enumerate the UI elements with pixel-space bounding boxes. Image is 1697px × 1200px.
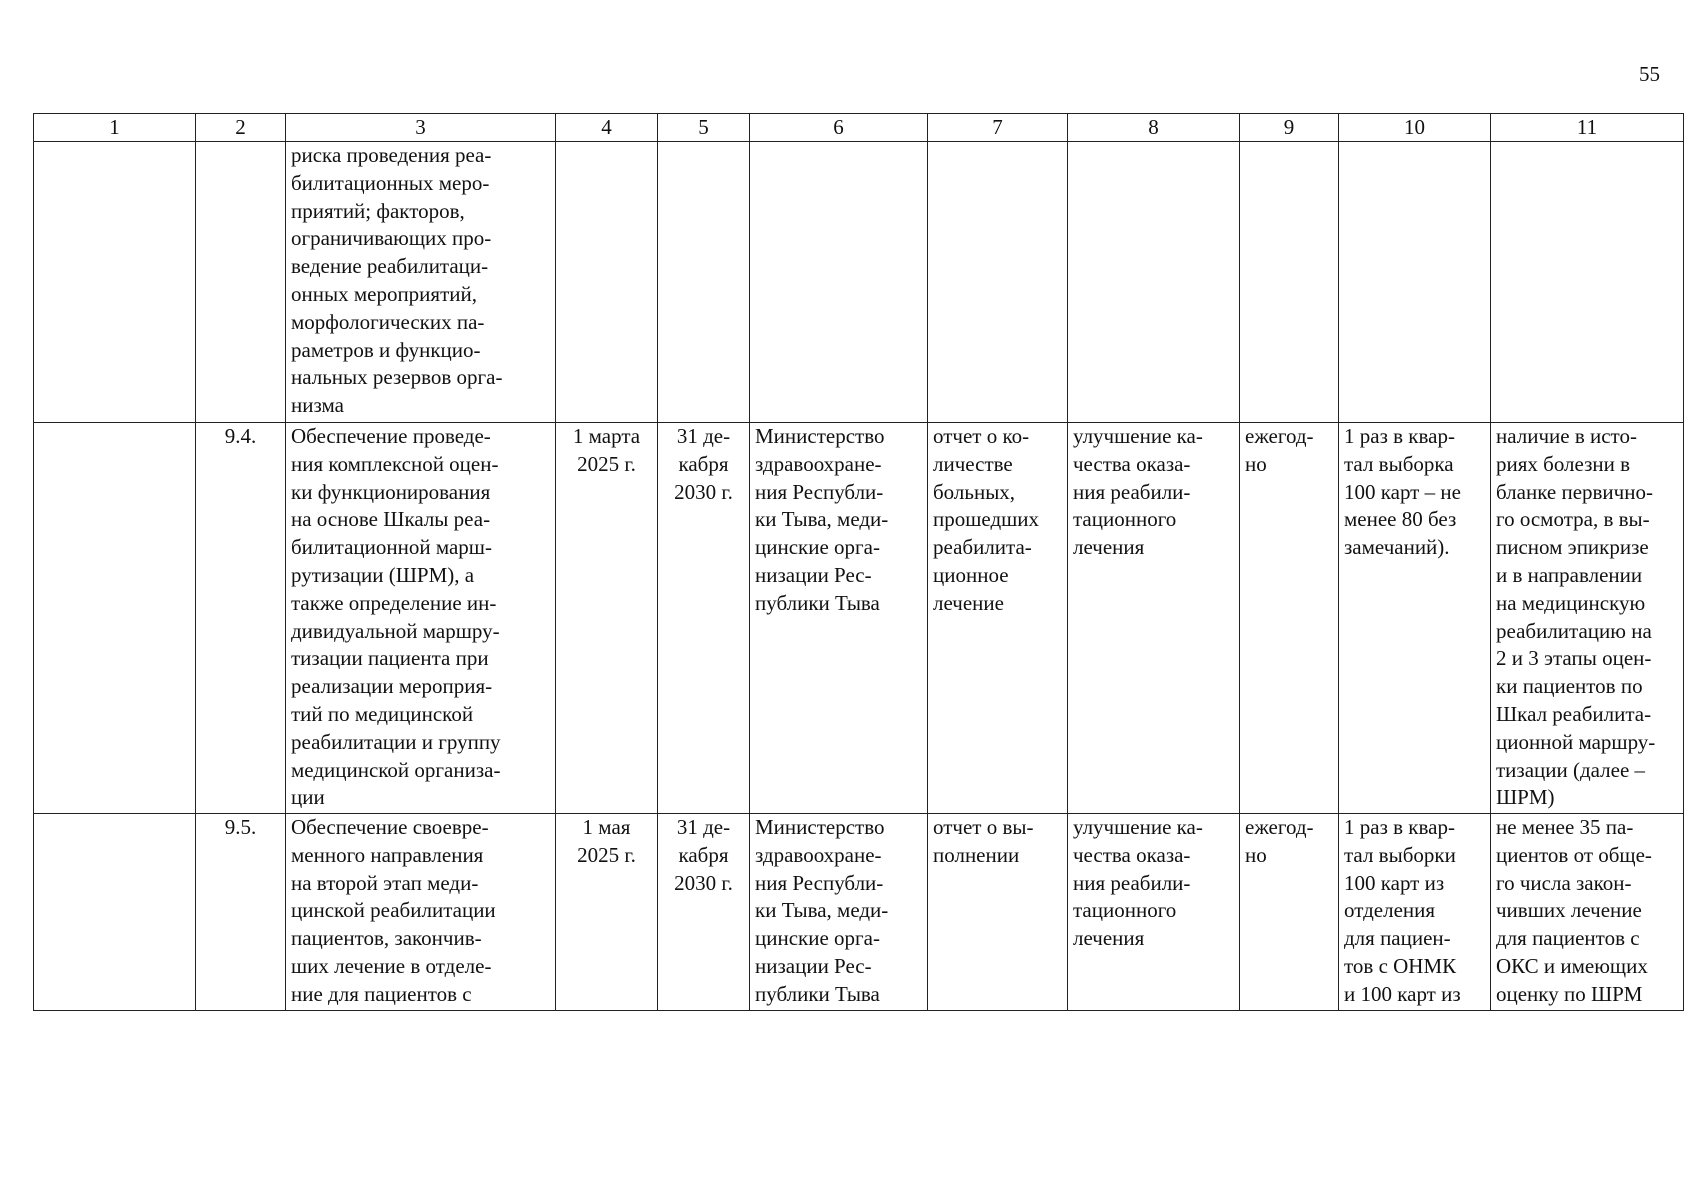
cell-activity: риска проведения реа- билитационных меро- приятий; факторов, ограничивающих про- ведение реабилитаци- онных мероприятий, морфологических па- раметров и функцио- нальных резервов орга- низма xyxy=(286,142,556,423)
cell-item-number: 9.4. xyxy=(196,423,286,814)
cell-control: 1 раз в квар- тал выборка 100 карт – не менее 80 без замечаний). xyxy=(1339,423,1491,814)
plan-table xyxy=(33,113,1684,1011)
table-row xyxy=(34,814,1684,1011)
header-cell: 1 xyxy=(34,114,196,142)
cell-report xyxy=(928,142,1068,423)
header-cell: 5 xyxy=(658,114,750,142)
header-cell: 3 xyxy=(286,114,556,142)
cell-frequency: ежегод- но xyxy=(1240,814,1339,1011)
cell-frequency xyxy=(1240,142,1339,423)
table-row xyxy=(34,142,1684,423)
page-number: 55 xyxy=(1639,62,1660,86)
cell-result: улучшение ка- чества оказа- ния реабили- тационного лечения xyxy=(1068,814,1240,1011)
cell-report: отчет о вы- полнении xyxy=(928,814,1068,1011)
cell-indicator: не менее 35 па- циентов от обще- го числа закон- чивших лечение для пациентов с ОКС и имеющих оценку по ШРМ xyxy=(1491,814,1684,1011)
cell-control: 1 раз в квар- тал выборки 100 карт из отделения для пациен- тов с ОНМК и 100 карт из xyxy=(1339,814,1491,1011)
cell-responsible: Министерство здравоохране- ния Республи- ки Тыва, меди- цинские орга- низации Рес- публики Тыва xyxy=(750,814,928,1011)
cell-end-date xyxy=(658,142,750,423)
header-cell: 10 xyxy=(1339,114,1491,142)
cell-indicator: наличие в исто- риях болезни в бланке первично- го осмотра, в вы- писном эпикризе и в направлении на медицинскую реабилитацию на 2 и 3 этапы оцен- ки пациентов по Шкал реабилита- ционной маршру- тизации (далее – ШРМ) xyxy=(1491,423,1684,814)
cell-responsible: Министерство здравоохране- ния Республи- ки Тыва, меди- цинские орга- низации Рес- публики Тыва xyxy=(750,423,928,814)
cell-end-date: 31 де- кабря 2030 г. xyxy=(658,814,750,1011)
cell-item-number: 9.5. xyxy=(196,814,286,1011)
header-cell: 4 xyxy=(556,114,658,142)
header-cell: 9 xyxy=(1240,114,1339,142)
cell-start-date: 1 мая 2025 г. xyxy=(556,814,658,1011)
cell-indicator xyxy=(1491,142,1684,423)
cell-section xyxy=(34,423,196,814)
cell-responsible xyxy=(750,142,928,423)
cell-control xyxy=(1339,142,1491,423)
cell-result: улучшение ка- чества оказа- ния реабили- тационного лечения xyxy=(1068,423,1240,814)
header-cell: 2 xyxy=(196,114,286,142)
cell-start-date xyxy=(556,142,658,423)
cell-result xyxy=(1068,142,1240,423)
column-number-row xyxy=(34,114,1684,142)
header-cell: 11 xyxy=(1491,114,1684,142)
cell-report: отчет о ко- личестве больных, прошедших реабилита- ционное лечение xyxy=(928,423,1068,814)
cell-activity: Обеспечение проведе- ния комплексной оцен- ки функционирования на основе Шкалы реа- билитационной марш- рутизации (ШРМ), а также определение ин- дивидуальной маршру- тизации пациента при реализации мероприя- тий по медицинской реабилитации и группу медицинской организа- ции xyxy=(286,423,556,814)
header-cell: 8 xyxy=(1068,114,1240,142)
cell-section xyxy=(34,814,196,1011)
header-cell: 7 xyxy=(928,114,1068,142)
cell-activity: Обеспечение своевре- менного направления на второй этап меди- цинской реабилитации пациентов, закончив- ших лечение в отделе- ние для пациентов с xyxy=(286,814,556,1011)
cell-frequency: ежегод- но xyxy=(1240,423,1339,814)
cell-section xyxy=(34,142,196,423)
cell-end-date: 31 де- кабря 2030 г. xyxy=(658,423,750,814)
table-row xyxy=(34,423,1684,814)
cell-start-date: 1 марта 2025 г. xyxy=(556,423,658,814)
header-cell: 6 xyxy=(750,114,928,142)
cell-item-number xyxy=(196,142,286,423)
